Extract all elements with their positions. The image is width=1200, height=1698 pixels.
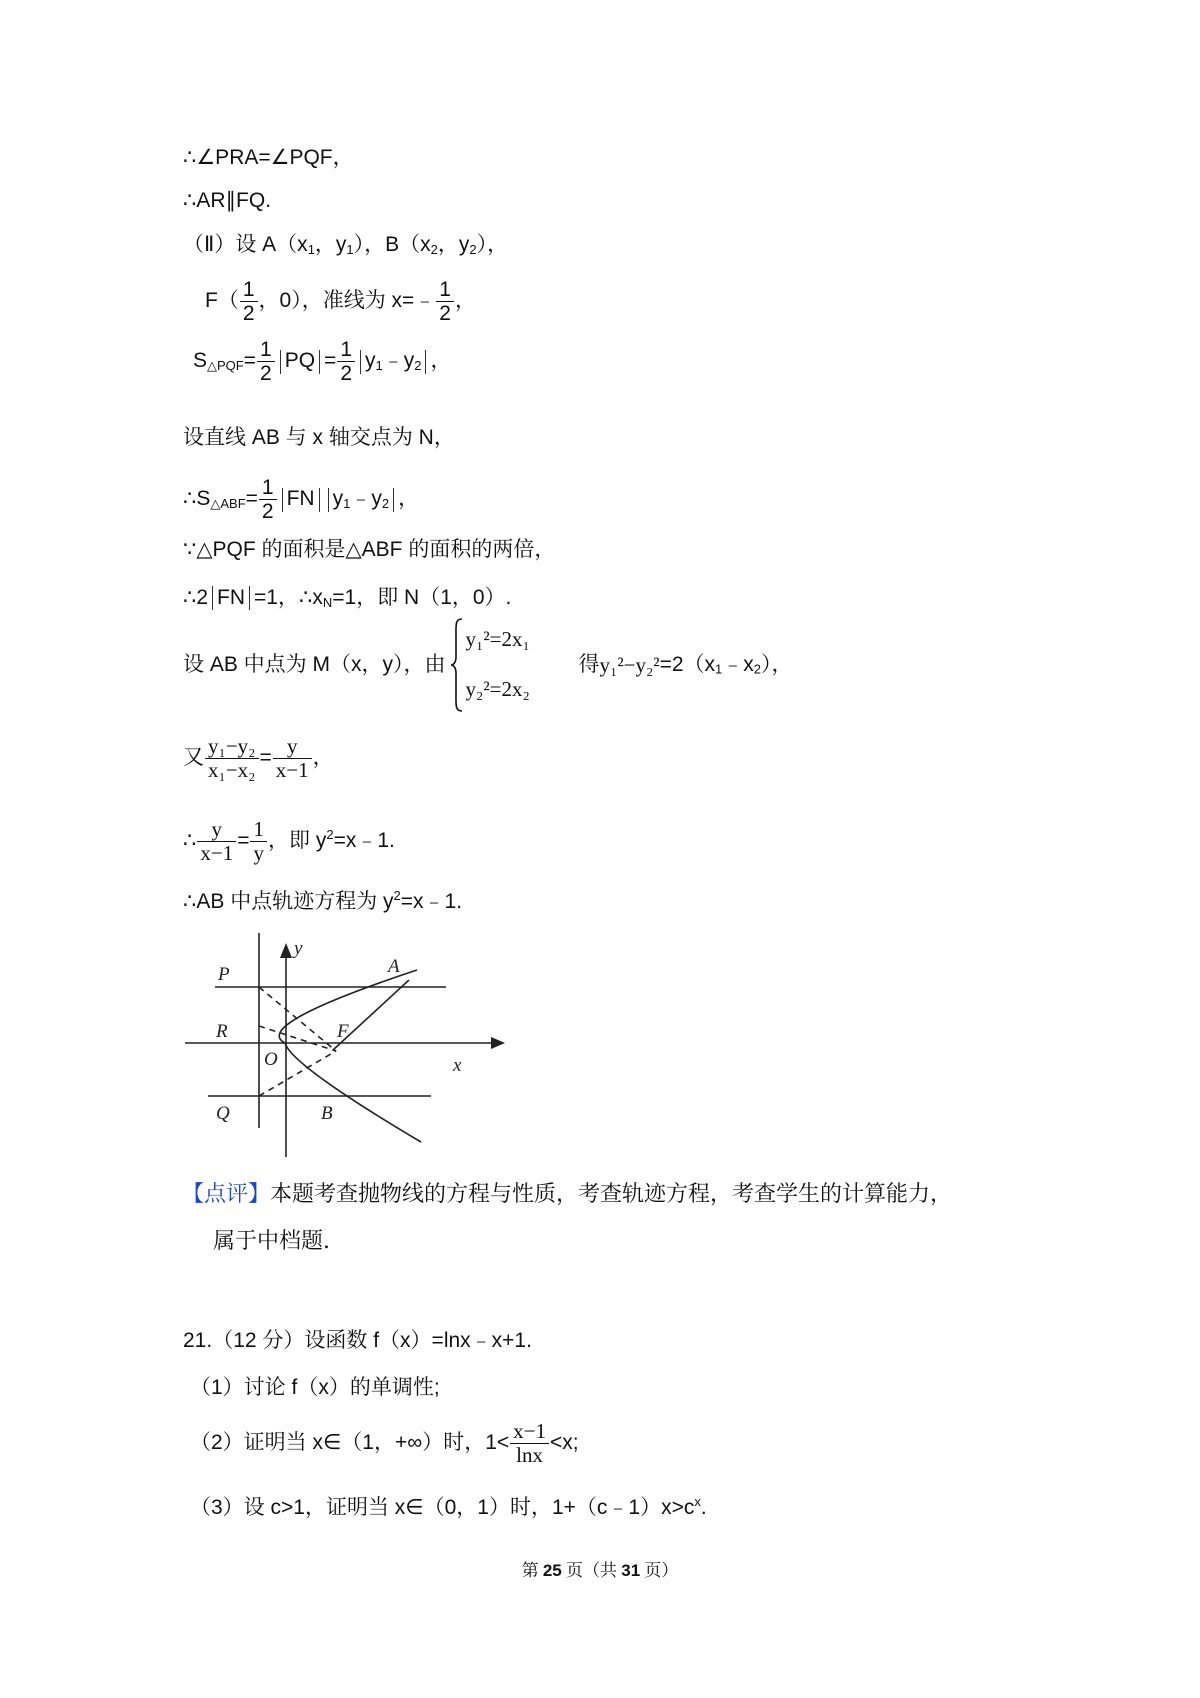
text: ， (454, 289, 476, 313)
text: ， (398, 487, 420, 511)
fraction (240, 278, 258, 325)
problem-title: 21.（12 分）设函数 f（x）=lnx﹣x+1. (183, 1329, 532, 1352)
subscript: 2 (469, 242, 477, 257)
parabola-curve (279, 970, 421, 1142)
abs-bar (393, 488, 394, 512)
subscript: 1 (343, 496, 351, 512)
text: =x﹣1. (400, 890, 463, 913)
denominator: lnx (516, 1443, 544, 1467)
system-row: y₁²=2x₁ (465, 627, 530, 651)
label-r: R (216, 1021, 228, 1042)
superscript: 2 (326, 827, 334, 843)
denominator: 2 (261, 500, 274, 523)
formula-line (183, 735, 334, 782)
abs-bar (319, 488, 320, 512)
text: ， (430, 349, 452, 373)
subscript: △PQF (207, 358, 244, 374)
abs-bar (280, 350, 281, 374)
denominator: x−1 (200, 841, 234, 865)
numerator: y (197, 818, 236, 842)
abs-bar (212, 586, 213, 610)
review-line (182, 1181, 952, 1209)
text: ∴S (183, 487, 211, 511)
footer-text: 第 (521, 1561, 539, 1580)
text: = (243, 349, 257, 373)
text-line: ∴AR∥FQ. (183, 189, 272, 212)
footer-text: 页） (644, 1561, 679, 1580)
text-line: 设直线 AB 与 x 轴交点为 N， (183, 426, 455, 449)
text: （2）证明当 x∈（1，+∞）时，1< (190, 1431, 510, 1455)
subscript: 1 (346, 242, 354, 257)
footer-text: 页（共 (566, 1561, 617, 1580)
abs-bar (249, 586, 250, 610)
text: ），B（x (353, 233, 431, 256)
review-tag: 【点评】 (182, 1182, 271, 1207)
label-f: F (337, 1021, 349, 1042)
numerator: 1 (257, 338, 275, 362)
label-o: O (264, 1049, 278, 1070)
text: ， (312, 746, 334, 770)
formula-line (183, 584, 511, 617)
dashed-pf (259, 987, 336, 1051)
numerator: 1 (259, 476, 277, 500)
text: ﹣y (382, 349, 415, 373)
equation-system (450, 617, 575, 713)
page-total: 31 (621, 1561, 641, 1580)
subscript: 1 (307, 242, 315, 257)
x-axis-arrow-icon (491, 1037, 505, 1049)
label-x: x (453, 1055, 462, 1076)
brace-icon (450, 617, 464, 713)
denominator: 2 (439, 302, 451, 325)
text: ∴ (183, 829, 197, 853)
formula-line (183, 617, 793, 713)
text: （Ⅱ）设 A（x (183, 233, 308, 256)
fraction (259, 476, 277, 523)
text: PQ (284, 349, 316, 373)
text: ，y (314, 233, 347, 256)
subscript: △ABF (210, 496, 246, 512)
problem-part: （1）讨论 f（x）的单调性; (190, 1376, 440, 1399)
parabola-diagram (183, 925, 513, 1160)
denominator: 2 (260, 362, 272, 385)
text: <x; (550, 1431, 579, 1455)
fraction (257, 338, 275, 385)
text-line: ∴∠PRA=∠PQF， (183, 146, 354, 169)
formula-line (183, 882, 462, 916)
subscript: 2 (414, 358, 422, 374)
text-line (183, 231, 508, 264)
label-a: A (388, 956, 400, 977)
label-q: Q (216, 1103, 230, 1124)
denominator: 2 (340, 362, 352, 385)
text: y (365, 349, 376, 373)
numerator: 1 (337, 338, 355, 362)
subscript: 2 (753, 661, 762, 677)
label-p: P (218, 964, 230, 985)
fraction (250, 818, 267, 865)
text: = (324, 349, 337, 373)
page-number: 25 (542, 1561, 562, 1580)
numerator: y₁−y₂ (205, 735, 259, 759)
text: ∴2 (183, 586, 209, 609)
problem-part (190, 1420, 579, 1467)
subscript: 1 (375, 358, 383, 374)
text: = (245, 487, 258, 511)
numerator: 1 (250, 818, 267, 842)
text: ﹣x (722, 653, 754, 676)
abs-bar (425, 350, 426, 374)
formula-line (193, 338, 451, 385)
text: ，y (437, 233, 470, 256)
denominator: x−1 (275, 758, 309, 782)
text: ﹣y (350, 487, 382, 511)
text: 设 AB 中点为 M（x，y），由 (183, 653, 446, 676)
subscript: 1 (715, 661, 723, 677)
text: ，即 y (267, 829, 327, 853)
abs-bar (328, 488, 329, 512)
dashed-rf (259, 1026, 336, 1051)
label-y: y (294, 938, 303, 959)
text: = (237, 829, 250, 853)
text: . (700, 1496, 707, 1519)
subscript: 2 (381, 496, 390, 512)
text: =1，即 N（1，0）. (332, 586, 512, 609)
formula-line (205, 278, 476, 325)
numerator: 1 (436, 278, 454, 302)
formula-line (183, 818, 395, 865)
text-line: ∵△PQF 的面积是△ABF 的面积的两倍， (183, 538, 556, 561)
text: = (259, 746, 272, 770)
review-text: 本题考查抛物线的方程与性质，考查轨迹方程，考查学生的计算能力， (270, 1182, 953, 1207)
superscript: x (694, 1494, 701, 1509)
abs-bar (319, 350, 320, 374)
fraction (273, 735, 312, 782)
denominator: 2 (242, 302, 255, 325)
text: S (193, 349, 208, 373)
text: =2（x (659, 653, 716, 676)
text: ）， (761, 653, 793, 676)
numerator: x−1 (510, 1420, 549, 1444)
review-line: 属于中档题. (213, 1229, 330, 1254)
subscript: 2 (430, 242, 438, 257)
formula-line (183, 476, 419, 523)
y-axis-arrow-icon (280, 943, 292, 958)
text: F（ (205, 289, 239, 313)
text: ）， (476, 233, 509, 256)
text: FN (286, 487, 315, 511)
text: ，0），准线为 x=﹣ (258, 289, 436, 313)
text: 又 (183, 746, 204, 770)
text: 得 (578, 653, 600, 676)
abs-bar (360, 350, 361, 374)
fraction (205, 735, 259, 782)
text: =x﹣1. (333, 829, 395, 853)
denominator: y (253, 841, 264, 865)
denominator: x₁−x₂ (208, 758, 256, 782)
text: y (332, 487, 344, 511)
problem-part (190, 1488, 707, 1522)
text: ∴AB 中点轨迹方程为 y (183, 890, 394, 913)
numerator: 1 (240, 278, 258, 302)
fraction (197, 818, 236, 865)
label-b: B (321, 1103, 333, 1124)
text: FN (217, 586, 246, 609)
subscript: N (322, 595, 333, 610)
system-row: y₂²=2x₂ (465, 677, 530, 701)
fraction (337, 338, 355, 385)
page-footer (0, 1556, 1200, 1581)
numerator: y (273, 735, 312, 759)
text: （3）设 c>1，证明当 x∈（0，1）时，1+（c﹣1）x>c (190, 1496, 695, 1519)
text: y₁²−y₂² (599, 653, 660, 677)
abs-bar (282, 488, 283, 512)
fraction (436, 278, 454, 325)
superscript: 2 (393, 888, 401, 903)
fraction (510, 1420, 549, 1467)
text: =1，∴x (254, 586, 323, 609)
